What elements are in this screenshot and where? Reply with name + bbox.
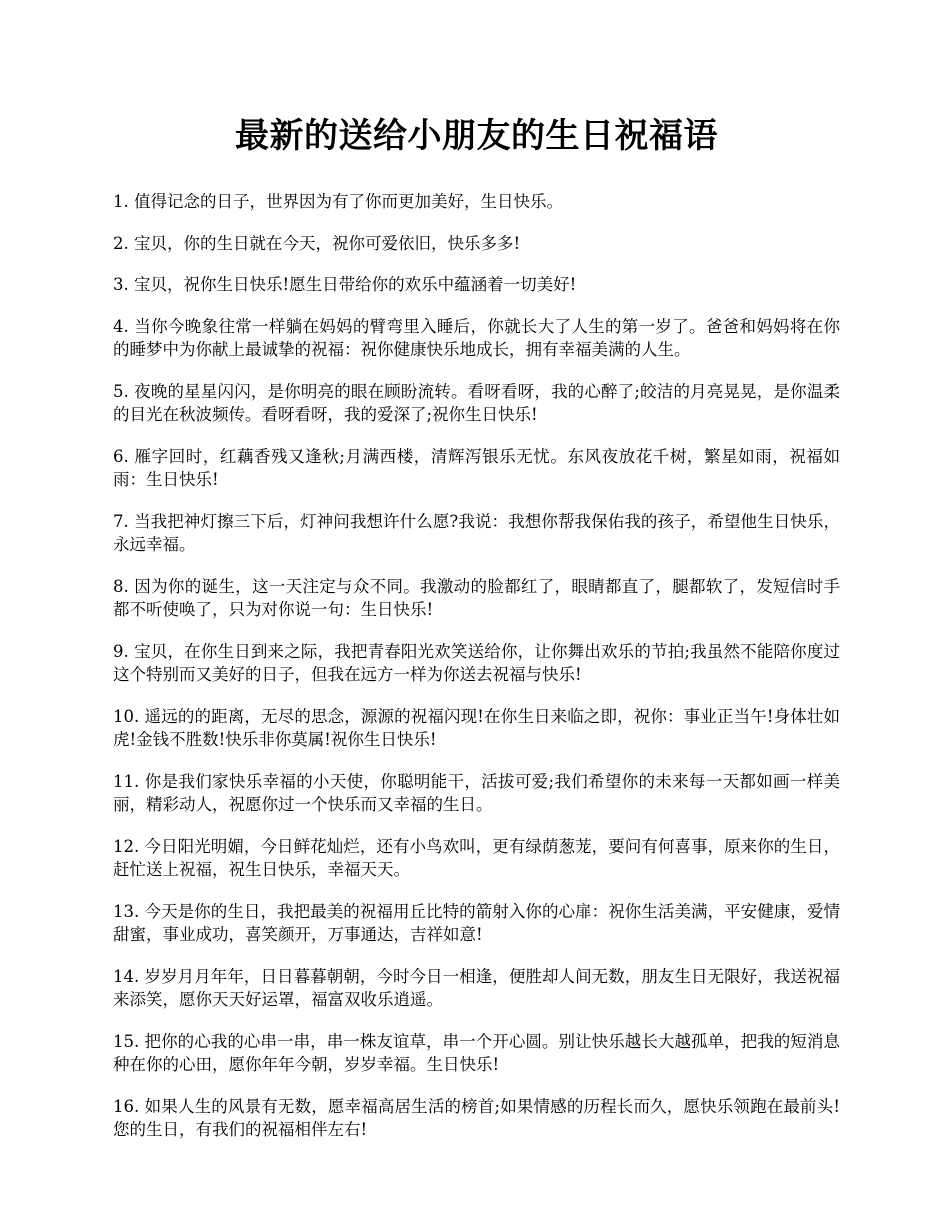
wish-paragraph: 10. 遥远的的距离，无尽的思念，源源的祝福闪现!在你生日来临之即，祝你：事业正当午!身体壮如虎!金钱不胜数!快乐非你莫属!祝你生日快乐!	[113, 706, 840, 749]
wish-paragraph: 11. 你是我们家快乐幸福的小天使，你聪明能干，活拔可爱;我们希望你的未来每一天都如画一样美丽，精彩动人，祝愿你过一个快乐而又幸福的生日。	[113, 771, 840, 814]
wish-paragraph: 7. 当我把神灯擦三下后，灯神问我想许什么愿?我说：我想你帮我保佑我的孩子，希望他生日快乐，永远幸福。	[113, 511, 840, 554]
wish-paragraph: 13. 今天是你的生日，我把最美的祝福用丘比特的箭射入你的心扉：祝你生活美满，平安健康，爱情甜蜜，事业成功，喜笑颜开，万事通达，吉祥如意!	[113, 901, 840, 944]
wish-paragraph: 2. 宝贝，你的生日就在今天，祝你可爱依旧，快乐多多!	[113, 233, 521, 253]
wish-paragraph: 5. 夜晚的星星闪闪，是你明亮的眼在顾盼流转。看呀看呀，我的心醉了;皎洁的月亮晃晃，是你温柔的目光在秋波频传。看呀看呀，我的爱深了;祝你生日快乐!	[113, 381, 840, 424]
wish-paragraph: 15. 把你的心我的心串一串，串一株友谊草，串一个开心圆。别让快乐越长大越孤单，把我的短消息种在你的心田，愿你年年今朝，岁岁幸福。生日快乐!	[113, 1031, 840, 1074]
wish-paragraph: 12. 今日阳光明媚，今日鲜花灿烂，还有小鸟欢叫，更有绿荫葱茏，要问有何喜事，原来你的生日，赶忙送上祝福，祝生日快乐，幸福天天。	[113, 836, 840, 879]
wish-paragraph: 1. 值得记念的日子，世界因为有了你而更加美好，生日快乐。	[113, 192, 563, 211]
wishes-list	[113, 190, 840, 1142]
wish-paragraph: 9. 宝贝，在你生日到来之际，我把青春阳光欢笑送给你，让你舞出欢乐的节拍;我虽然不能陪你度过这个特别而又美好的日子，但我在远方一样为你送去祝福与快乐!	[113, 641, 840, 684]
wish-paragraph: 6. 雁字回时，红藕香残又逢秋;月满西楼，清辉泻银乐无忧。东风夜放花千树，繁星如雨，祝福如雨：生日快乐!	[113, 446, 840, 489]
wish-paragraph: 4. 当你今晚象往常一样躺在妈妈的臂弯里入睡后，你就长大了人生的第一岁了。爸爸和妈妈将在你的睡梦中为你献上最诚挚的祝福：祝你健康快乐地成长，拥有幸福美满的人生。	[113, 316, 840, 359]
wish-paragraph: 8. 因为你的诞生，这一天注定与众不同。我激动的脸都红了，眼睛都直了，腿都软了，发短信时手都不听使唤了，只为对你说一句：生日快乐!	[113, 576, 840, 619]
document-title: 最新的送给小朋友的生日祝福语	[235, 116, 718, 156]
wish-paragraph: 14. 岁岁月月年年，日日暮暮朝朝，今时今日一相逢，便胜却人间无数，朋友生日无限好，我送祝福来添笑，愿你天天好运罩，福富双收乐逍遥。	[113, 966, 840, 1009]
document-page	[113, 110, 840, 1160]
wish-paragraph: 16. 如果人生的风景有无数，愿幸福高居生活的榜首;如果情感的历程长而久，愿快乐领跑在最前头!您的生日，有我们的祝福相伴左右!	[113, 1096, 840, 1139]
wish-paragraph: 3. 宝贝，祝你生日快乐!愿生日带给你的欢乐中蕴涵着一切美好!	[113, 275, 577, 294]
